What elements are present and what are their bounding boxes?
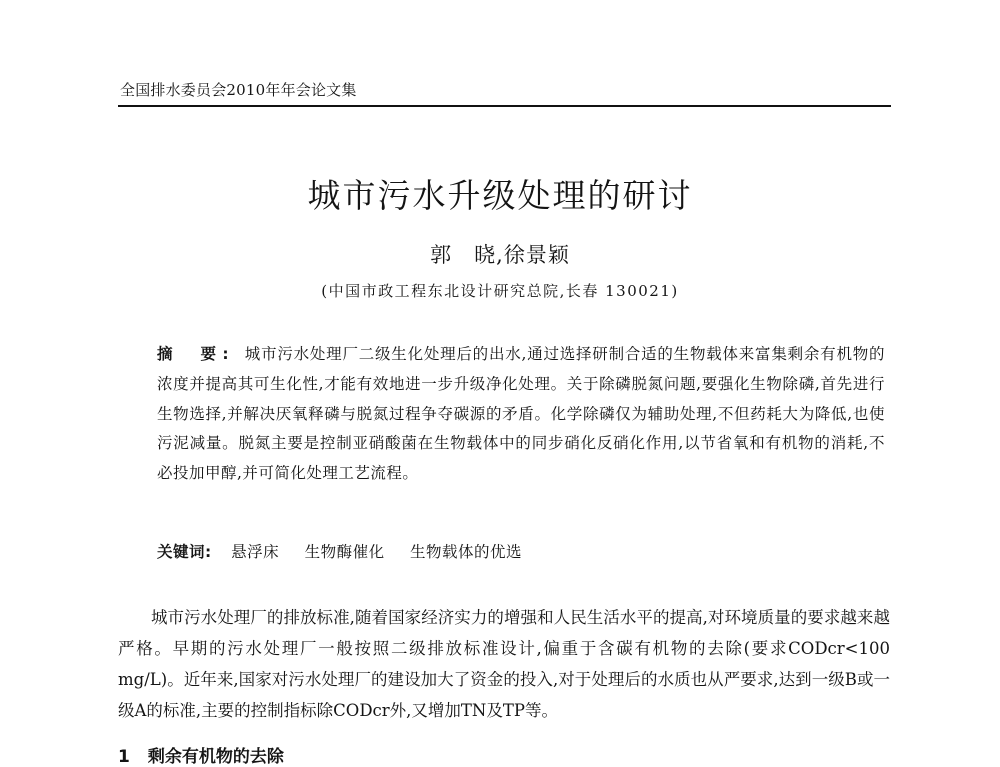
section-title: 剩余有机物的去除 <box>147 747 284 767</box>
section-number: 1 <box>118 747 130 767</box>
section-heading <box>118 742 284 767</box>
paper-affiliation: (中国市政工程东北设计研究总院,长春 130021) <box>321 282 679 300</box>
body-text <box>118 602 890 726</box>
keyword-item: 悬浮床 <box>231 543 280 561</box>
abstract-block <box>157 340 885 489</box>
header-rule <box>118 105 891 107</box>
abstract-label: 摘 要: <box>157 345 235 363</box>
keyword-item: 生物载体的优选 <box>410 543 523 561</box>
body-paragraph: 城市污水处理厂的排放标准,随着国家经济实力的增强和人民生活水平的提高,对环境质量的要求越来越严格。早期的污水处理厂一般按照二级排放标准设计,偏重于含碳有机物的去除(要求CODcr<100 mg/L)。近年来,国家对污水处理厂的建设加大了资金的投入,对于处理后的水质也从严要求,达到一级B或一级A的标准,主要的控制指标除CODcr外,又增加TN及TP等。 <box>118 608 890 720</box>
paper-title: 城市污水升级处理的研讨 <box>307 176 693 215</box>
keyword-item: 生物酶催化 <box>304 543 385 561</box>
abstract-text: 城市污水处理厂二级生化处理后的出水,通过选择研制合适的生物载体来富集剩余有机物的浓度并提高其可生化性,才能有效地进一步升级净化处理。关于除磷脱氮问题,要强化生物除磷,首先进行生物选择,并解决厌氧释磷与脱氮过程争夺碳源的矛盾。化学除磷仅为辅助处理,不但药耗大为降低,也使污泥减量。脱氮主要是控制亚硝酸菌在生物载体中的同步硝化反硝化作用,以节省氧和有机物的消耗,不必投加甲醇,并可简化处理工艺流程。 <box>157 345 885 483</box>
keywords-label: 关键词: <box>157 543 212 561</box>
running-header: 全国排水委员会2010年年会论文集 <box>120 81 357 99</box>
keywords-block <box>157 540 542 562</box>
paper-authors: 郭 晓,徐景颖 <box>430 243 570 267</box>
